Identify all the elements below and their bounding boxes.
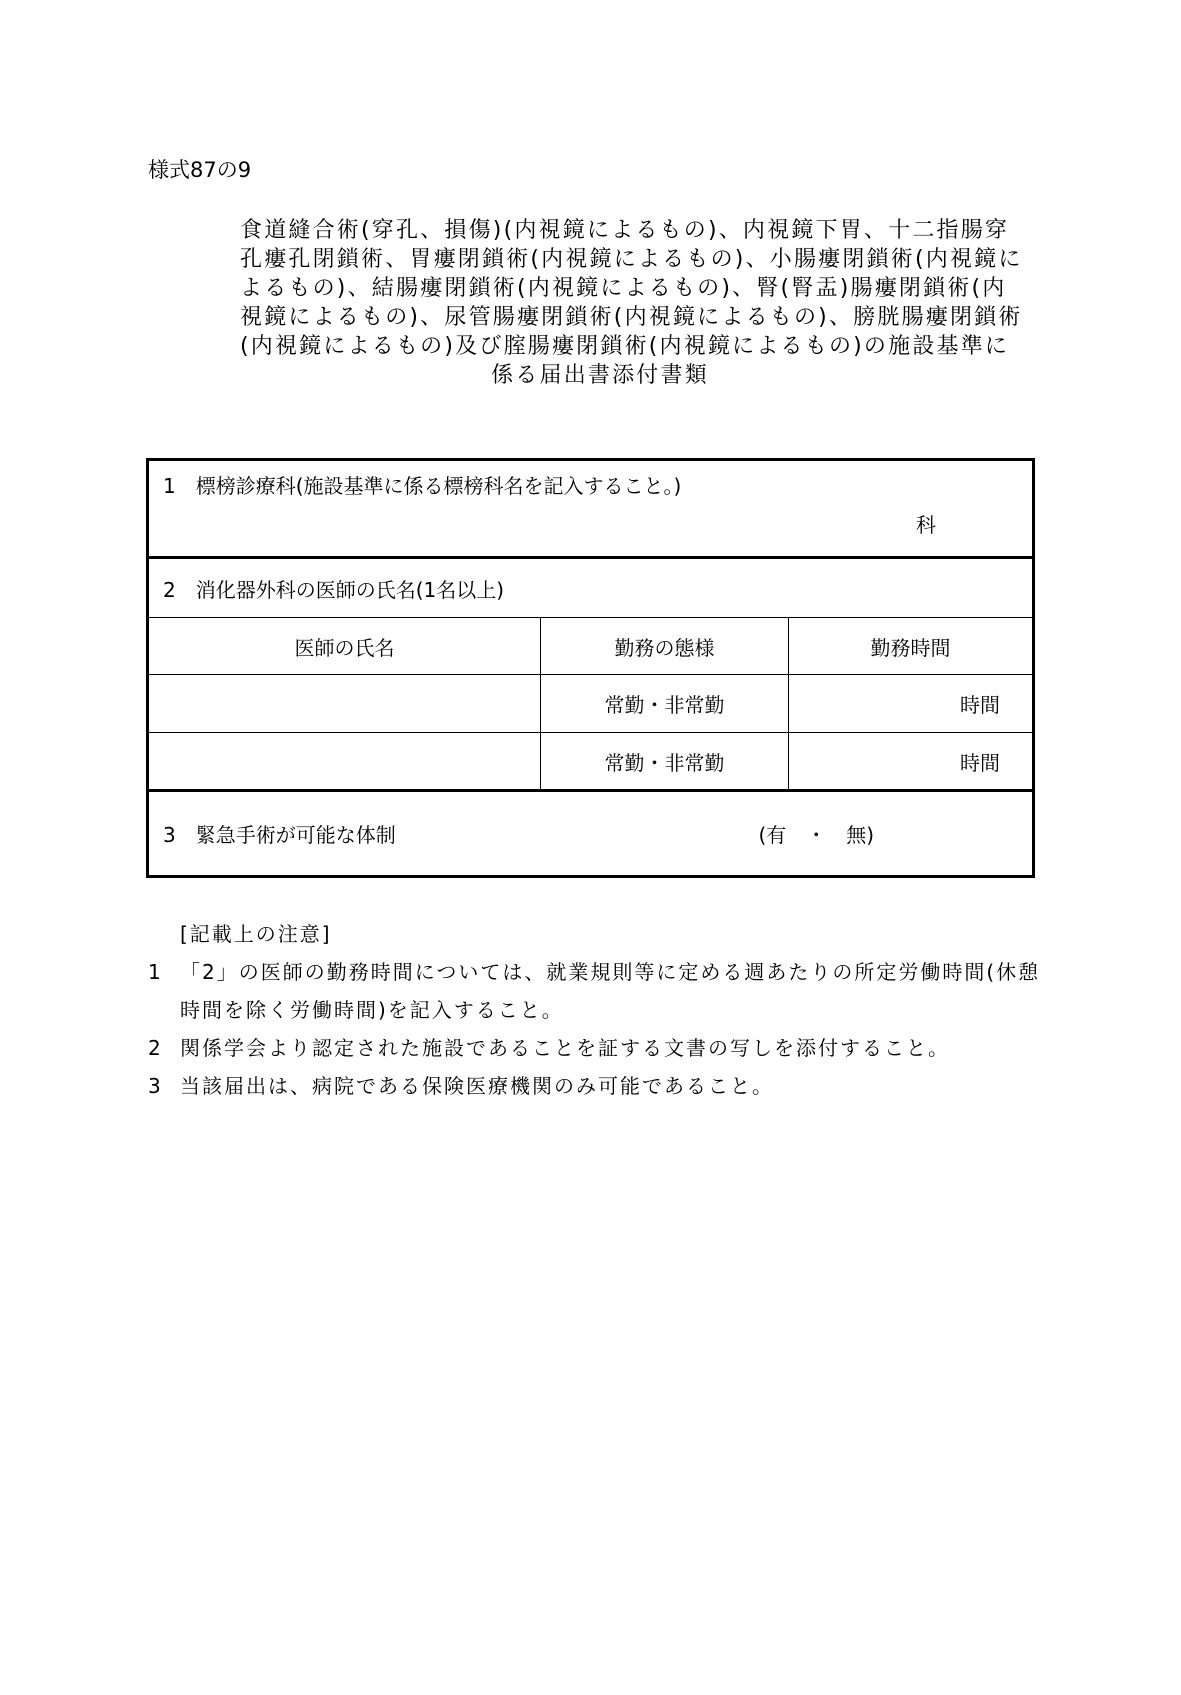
- form-number: 様式87の9: [148, 158, 252, 182]
- title-line: 係る届出書添付書類: [491, 363, 709, 388]
- work-status-field[interactable]: 常勤・非常勤: [541, 675, 789, 733]
- header-work-status: 勤務の態様: [541, 618, 789, 675]
- title-line: 孔瘻孔閉鎖術、胃瘻閉鎖術(内視鏡によるもの)、小腸瘻閉鎖術(内視鏡に: [240, 247, 1023, 272]
- header-doctor-name: 医師の氏名: [148, 618, 541, 675]
- document-title: [240, 216, 1023, 390]
- department-unit: 科: [916, 512, 936, 537]
- title-line: (内視鏡によるもの)及び腟腸瘻閉鎖術(内視鏡によるもの)の施設基準に: [240, 334, 1010, 359]
- title-line: よるもの)、結腸瘻閉鎖術(内視鏡によるもの)、腎(腎盂)腸瘻閉鎖術(内: [240, 276, 1007, 301]
- emergency-options[interactable]: [758, 791, 1034, 877]
- doctor-name-field[interactable]: [148, 675, 541, 733]
- title-line: 視鏡によるもの)、尿管腸瘻閉鎖術(内視鏡によるもの)、膀胱腸瘻閉鎖術: [240, 305, 1023, 330]
- note-text: 当該届出は、病院である保険医療機関のみ可能であること。: [180, 1074, 774, 1098]
- title-line: 食道縫合術(穿孔、損傷)(内視鏡によるもの)、内視鏡下胃、十二指腸穿: [240, 218, 1010, 243]
- section1-label: 1 標榜診療科(施設基準に係る標榜科名を記入すること。): [148, 460, 1034, 509]
- table-row: [148, 675, 1034, 733]
- note-text: 関係学会より認定された施設であることを証する文書の写しを添付すること。: [180, 1036, 950, 1060]
- department-field[interactable]: [148, 509, 1034, 558]
- work-hours-field[interactable]: 時間: [789, 675, 1034, 733]
- note-number: 3: [148, 1074, 163, 1098]
- section2-label: 2 消化器外科の医師の氏名(1名以上): [148, 558, 1034, 618]
- note-number: 2: [148, 1036, 163, 1060]
- notes-heading: [記載上の注意]: [180, 922, 332, 946]
- header-work-hours: 勤務時間: [789, 618, 1034, 675]
- emergency-options-text: (有 ・ 無): [758, 823, 875, 847]
- note-text: 時間を除く労働時間)を記入すること。: [180, 998, 564, 1022]
- doctor-name-field[interactable]: [148, 733, 541, 791]
- work-hours-field[interactable]: 時間: [789, 733, 1034, 791]
- note-text: 「2」の医師の勤務時間については、就業規則等に定める週あたりの所定労働時間(休憩: [180, 960, 1041, 984]
- table-row: [148, 733, 1034, 791]
- section3-label: 3 緊急手術が可能な体制: [148, 791, 789, 877]
- work-status-field[interactable]: 常勤・非常勤: [541, 733, 789, 791]
- application-form-table: [146, 458, 1035, 878]
- note-number: 1: [148, 960, 163, 984]
